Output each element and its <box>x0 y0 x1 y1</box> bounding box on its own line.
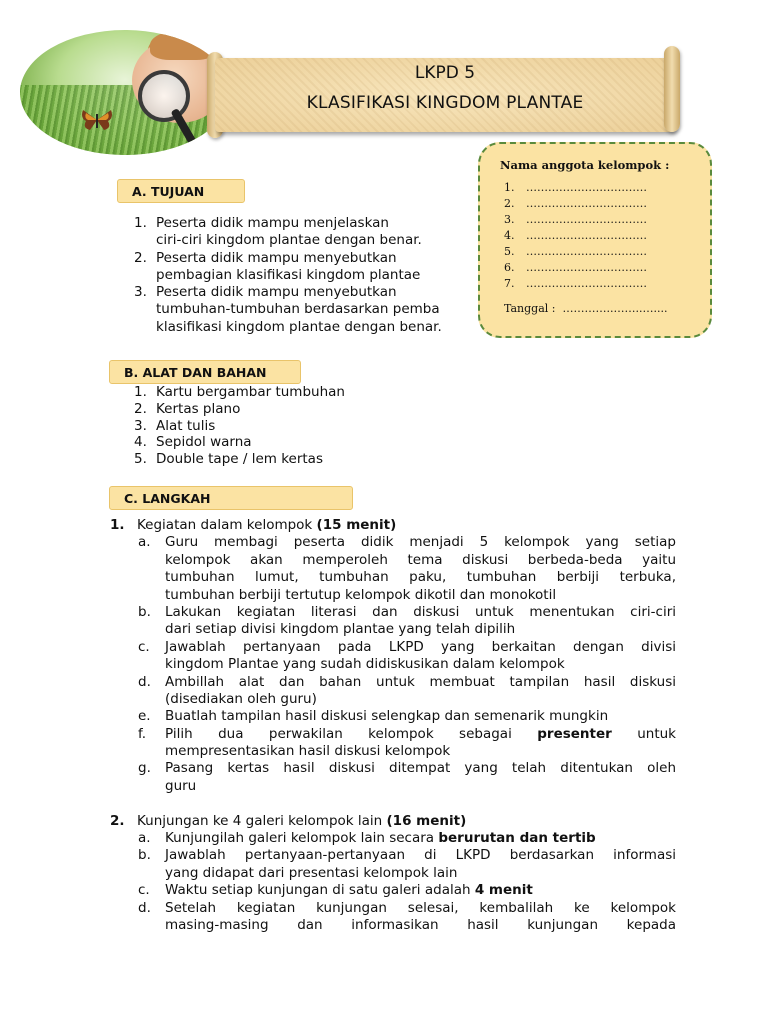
magnifier-icon <box>138 70 190 122</box>
butterfly-icon <box>80 108 114 132</box>
child-hair-top <box>150 30 216 60</box>
section-heading-langkah: C. LANGKAH <box>109 486 353 510</box>
section-heading-tujuan: A. TUJUAN <box>117 179 245 203</box>
worksheet-number: LKPD 5 <box>414 63 476 83</box>
members-title: Nama anggota kelompok : <box>500 158 670 172</box>
member-row[interactable]: 7. …………………………… <box>504 277 647 290</box>
step-1: 1. Kegiatan dalam kelompok (15 menit) <box>110 517 397 533</box>
step-2: 2. Kunjungan ke 4 galeri kelompok lain (16 menit) <box>110 812 467 829</box>
member-row[interactable]: 1. …………………………… <box>504 181 647 194</box>
date-field[interactable]: Tanggal : …………..……..….... <box>504 302 668 315</box>
member-row[interactable]: 4. …………………………… <box>504 229 647 242</box>
scroll-roll-right <box>664 46 680 132</box>
worksheet-title: KLASIFIKASI KINGDOM PLANTAE <box>306 93 584 113</box>
member-row[interactable]: 2. …………………………… <box>504 197 647 210</box>
member-row[interactable]: 3. …………………………… <box>504 213 647 226</box>
section-heading-alat: B. ALAT DAN BAHAN <box>109 360 301 384</box>
member-row[interactable]: 5. …………………………… <box>504 245 647 258</box>
group-members-box <box>478 142 712 338</box>
header-photo <box>20 30 230 155</box>
langkah-list: 1. Kegiatan dalam kelompok (15 menit) a. Guru membagi peserta didik menjadi 5 kelompok yang setiap kelompok akan memperoleh tema diskusi berbeda-beda yaitu tumbuhan lumut, tumbuhan paku, tumbuhan berbiji terbuka, tumbuhan berbiji tertutup kelompok dikotil dan monokotil b. Lakukan kegiatan literasi dan diskusi untuk menentukan ciri-ciri dari setiap divisi kingdom plantae yang telah dipilih c. Jawablah pertanyaan pada LKPD yang berkaitan dengan divisi kingdom Plantae yang sudah didiskusikan dalam kelompok d. Ambillah alat dan bahan untuk membuat tampilan hasil diskusi (disediakan oleh guru) e. Buatlah tampilan hasil diskusi selengkap dan semenarik mungkin f. Pilih dua perwakilan kelompok sebagai presenter untuk mempresentasikan hasil diskusi kelompok g. Pasang kertas hasil diskusi ditempat yang telah ditentukan oleh guru 2. Kunjungan ke 4 galeri kelompok lain (16 menit) a. Kunjungilah galeri kelompok lain secara berurutan dan tertib b. Jawablah pertanyaan-pertanyaan di LKPD berdasarkan informasi yang didapat dari presentasi kelompok lain c. Waktu setiap kunjungan di satu galeri adalah 4 menit d. Setelah kegiatan kunjungan selesai, kembalilah ke kelompok masing-masing dan informasikan hasil kunjungan kepada <box>110 517 676 933</box>
member-row[interactable]: 6. …………………………… <box>504 261 647 274</box>
